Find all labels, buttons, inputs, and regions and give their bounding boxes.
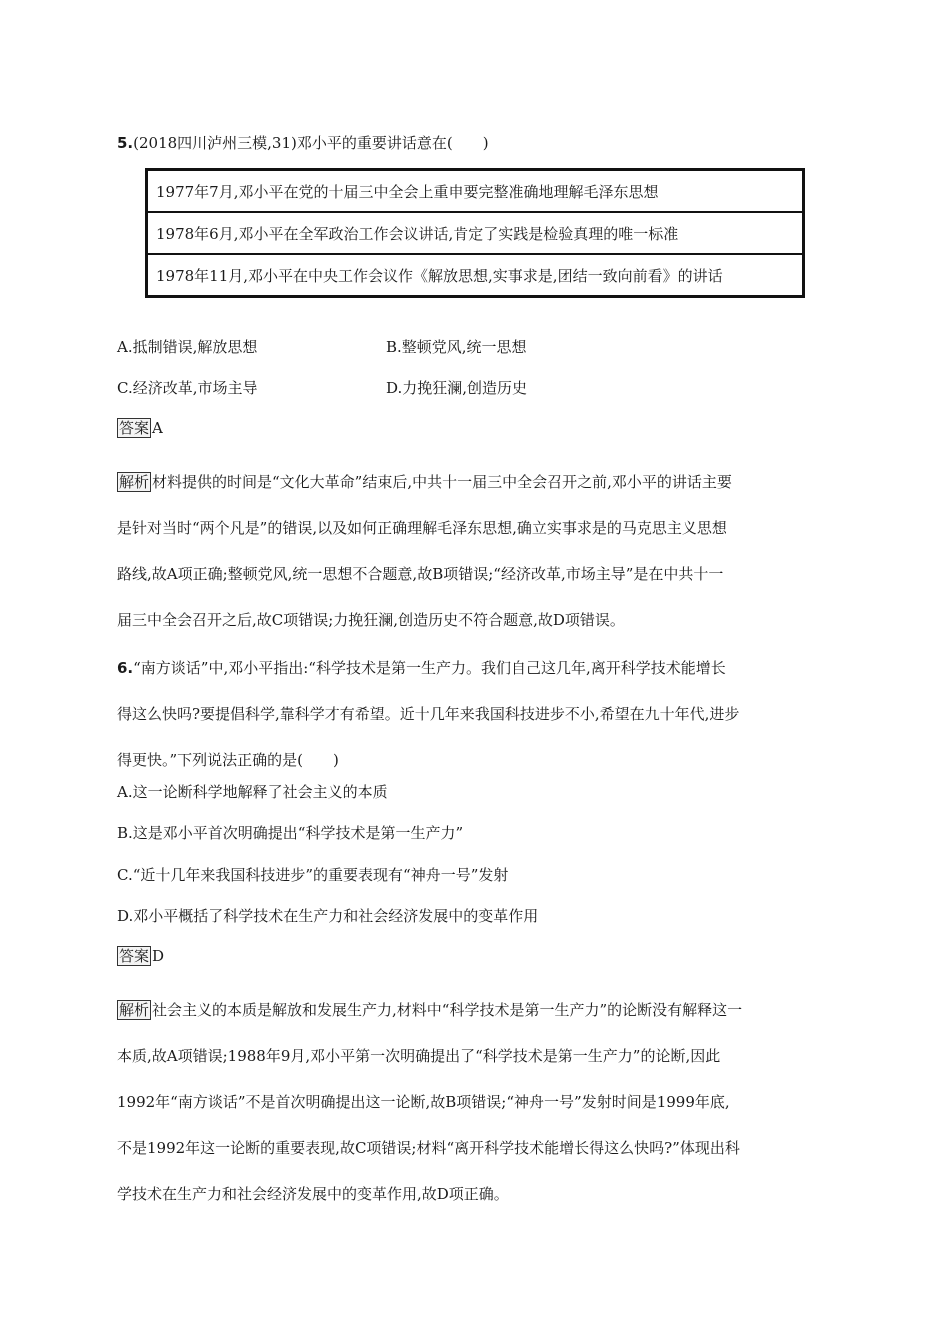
analysis-line: 不是1992年这一论断的重要表现,故C项错误;材料“离开科学技术能增长得这么快吗?”体现出科 bbox=[117, 1139, 740, 1157]
question-6-stem bbox=[117, 645, 833, 783]
question-line: 得更快。”下列说法正确的是( ) bbox=[117, 751, 339, 769]
analysis-tag: 解析 bbox=[119, 473, 150, 491]
analysis-line: 学技术在生产力和社会经济发展中的变革作用,故D项正确。 bbox=[117, 1185, 509, 1203]
analysis-block bbox=[117, 987, 833, 1217]
analysis-line: 解析 材料提供的时间是“文化大革命”结束后,中共十一届三中全会召开之前,邓小平的讲话主要 bbox=[119, 473, 732, 491]
question-line: 6.“南方谈话”中,邓小平指出:“科学技术是第一生产力。我们自己这几年,离开科学技术能增长 bbox=[117, 659, 726, 677]
table-cell: 1977年7月,邓小平在党的十届三中全会上重申要完整准确地理解毛泽东思想 bbox=[147, 170, 804, 213]
question-5-stem bbox=[117, 132, 489, 153]
analysis-line: 届三中全会召开之后,故C项错误;力挽狂澜,创造历史不符合题意,故D项错误。 bbox=[117, 611, 625, 629]
option-c: C.“近十几年来我国科技进步”的重要表现有“神舟一号”发射 bbox=[117, 866, 509, 884]
answer-tag: 答案 bbox=[119, 947, 150, 965]
table-cell: 1978年11月,邓小平在中央工作会议作《解放思想,实事求是,团结一致向前看》的讲话 bbox=[147, 254, 804, 297]
analysis-line: 1992年“南方谈话”不是首次明确提出这一论断,故B项错误;“神舟一号”发射时间是1999年底, bbox=[117, 1093, 730, 1111]
analysis-line: 解析 社会主义的本质是解放和发展生产力,材料中“科学技术是第一生产力”的论断没有解释这一 bbox=[119, 1001, 743, 1019]
question-line: 得这么快吗?要提倡科学,靠科学才有希望。近十几年来我国科技进步不小,希望在九十年代,进步 bbox=[117, 705, 740, 723]
option-d: D.邓小平概括了科学技术在生产力和社会经济发展中的变革作用 bbox=[117, 907, 539, 925]
answer-line bbox=[117, 418, 163, 438]
analysis-line: 本质,故A项错误;1988年9月,邓小平第一次明确提出了“科学技术是第一生产力”的论断,因此 bbox=[117, 1047, 721, 1065]
table-row bbox=[147, 254, 804, 297]
option-b: B.整顿党风,统一思想 bbox=[386, 338, 527, 356]
material-table bbox=[145, 168, 805, 298]
table-row bbox=[147, 170, 804, 213]
option-a: A.抵制错误,解放思想 bbox=[117, 338, 258, 356]
analysis-line: 是针对当时“两个凡是”的错误,以及如何正确理解毛泽东思想,确立实事求是的马克思主义思想 bbox=[117, 519, 727, 537]
option-d: D.力挽狂澜,创造历史 bbox=[386, 379, 528, 397]
analysis-tag: 解析 bbox=[119, 1001, 150, 1019]
answer-line bbox=[117, 946, 164, 966]
answer-tag: 答案 bbox=[119, 419, 150, 437]
answer-value: D bbox=[152, 947, 165, 965]
table-cell: 1978年6月,邓小平在全军政治工作会议讲话,肯定了实践是检验真理的唯一标准 bbox=[147, 212, 804, 254]
table-row bbox=[147, 212, 804, 254]
question-text: (2018四川泸州三模,31)邓小平的重要讲话意在( ) bbox=[133, 134, 489, 152]
option-a: A.这一论断科学地解释了社会主义的本质 bbox=[117, 783, 388, 801]
answer-value: A bbox=[152, 419, 163, 437]
option-b: B.这是邓小平首次明确提出“科学技术是第一生产力” bbox=[117, 824, 464, 842]
question-number: 5. bbox=[117, 134, 134, 152]
analysis-line: 路线,故A项正确;整顿党风,统一思想不合题意,故B项错误;“经济改革,市场主导”是在中共十一 bbox=[117, 565, 724, 583]
analysis-block bbox=[117, 459, 833, 643]
option-c: C.经济改革,市场主导 bbox=[117, 379, 258, 397]
question-number: 6. bbox=[117, 659, 134, 677]
